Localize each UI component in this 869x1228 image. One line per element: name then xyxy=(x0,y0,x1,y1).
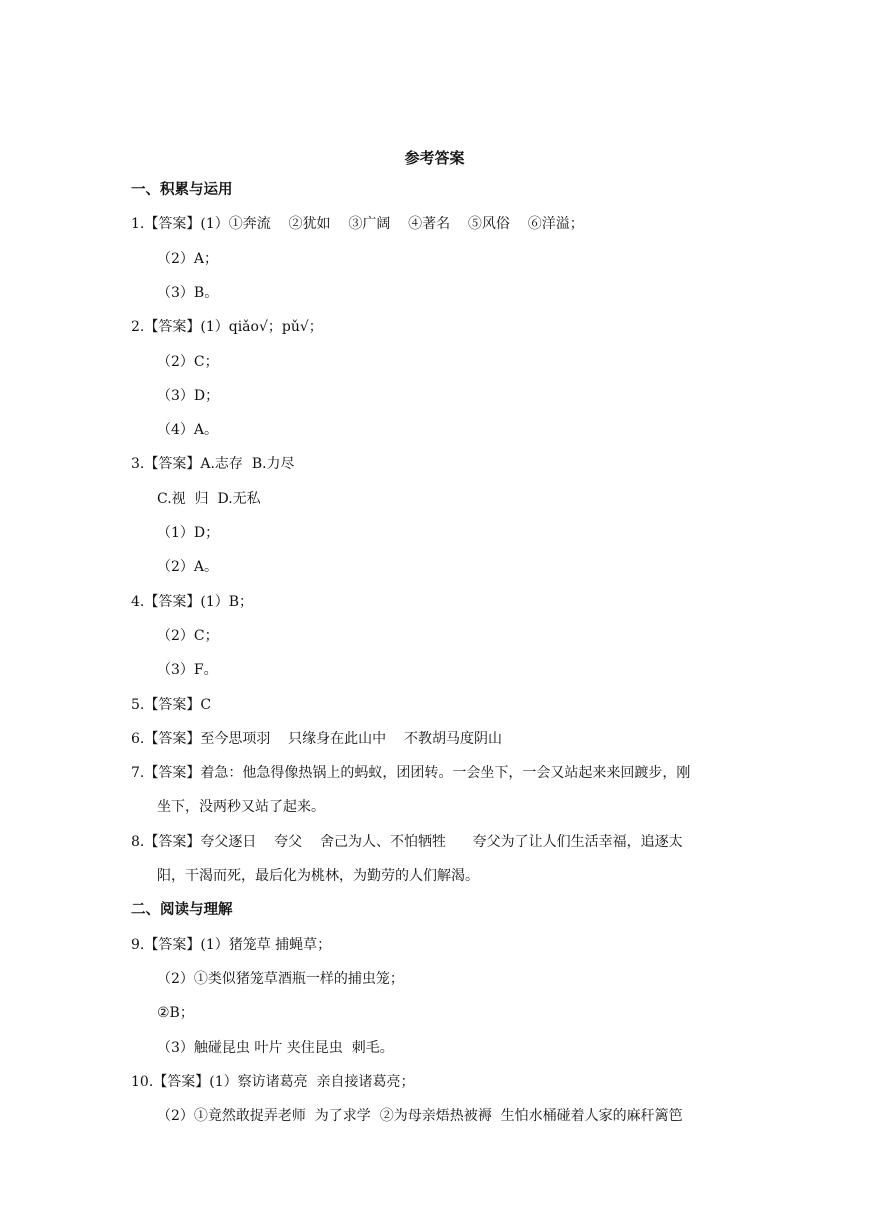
answer-line: 1.【答案】(1）①奔流 ②犹如 ③广阔 ④著名 ⑤风俗 ⑥洋溢； xyxy=(131,216,584,232)
answer-line: 8.【答案】夸父逐日 夸父 舍己为人、不怕牺牲 夸父为了让人们生活幸福，追逐太 xyxy=(131,834,683,850)
answer-line: （2）C； xyxy=(157,628,219,644)
answer-line: 7.【答案】着急：他急得像热锅上的蚂蚁，团团转。一会坐下，一会又站起来来回踱步，刚 xyxy=(131,765,691,781)
answer-line: 4.【答案】(1）B； xyxy=(131,594,254,610)
answer-line: 10.【答案】(1）察访诸葛亮 亲自接诸葛亮； xyxy=(131,1074,415,1090)
section-heading: 一、积累与运用 xyxy=(131,181,233,198)
answer-line: （2）C； xyxy=(157,354,219,370)
answer-line: 3.【答案】A.志存 B.力尽 xyxy=(131,456,295,472)
answer-line: ②B； xyxy=(157,1005,194,1021)
answer-line: （4）A。 xyxy=(157,422,219,438)
answer-line: （1）D； xyxy=(157,525,220,541)
answer-line: 坐下，没两秒又站了起来。 xyxy=(157,799,325,815)
answer-line: 6.【答案】至今思项羽 只缘身在此山中 不教胡马度阴山 xyxy=(131,731,502,747)
answer-line: （2）A； xyxy=(157,251,219,267)
answer-line: （3）F。 xyxy=(157,662,218,678)
section-heading: 二、阅读与理解 xyxy=(131,901,233,918)
answer-line: 2.【答案】(1）qiǎo√；pǔ√； xyxy=(131,319,323,335)
page-title: 参考答案 xyxy=(404,149,465,167)
answer-line: （2）①类似猪笼草酒瓶一样的捕虫笼； xyxy=(157,971,404,987)
answer-line: （2）①竟然敢捉弄老师 为了求学 ②为母亲焐热被褥 生怕水桶碰着人家的麻秆篱笆 xyxy=(157,1108,683,1124)
answer-line: （3）触碰昆虫 叶片 夹住昆虫 刺毛。 xyxy=(157,1040,394,1056)
answer-line: （3）D； xyxy=(157,388,220,404)
answer-line: 5.【答案】C xyxy=(131,697,212,713)
answer-line: （3）B。 xyxy=(157,285,219,301)
answer-line: （2）A。 xyxy=(157,559,219,575)
answer-line: 9.【答案】(1）猪笼草 捕蝇草； xyxy=(131,937,332,953)
answer-line: 阳，干渴而死，最后化为桃林，为勤劳的人们解渴。 xyxy=(157,868,479,884)
answer-line: C.视 归 D.无私 xyxy=(157,491,261,507)
